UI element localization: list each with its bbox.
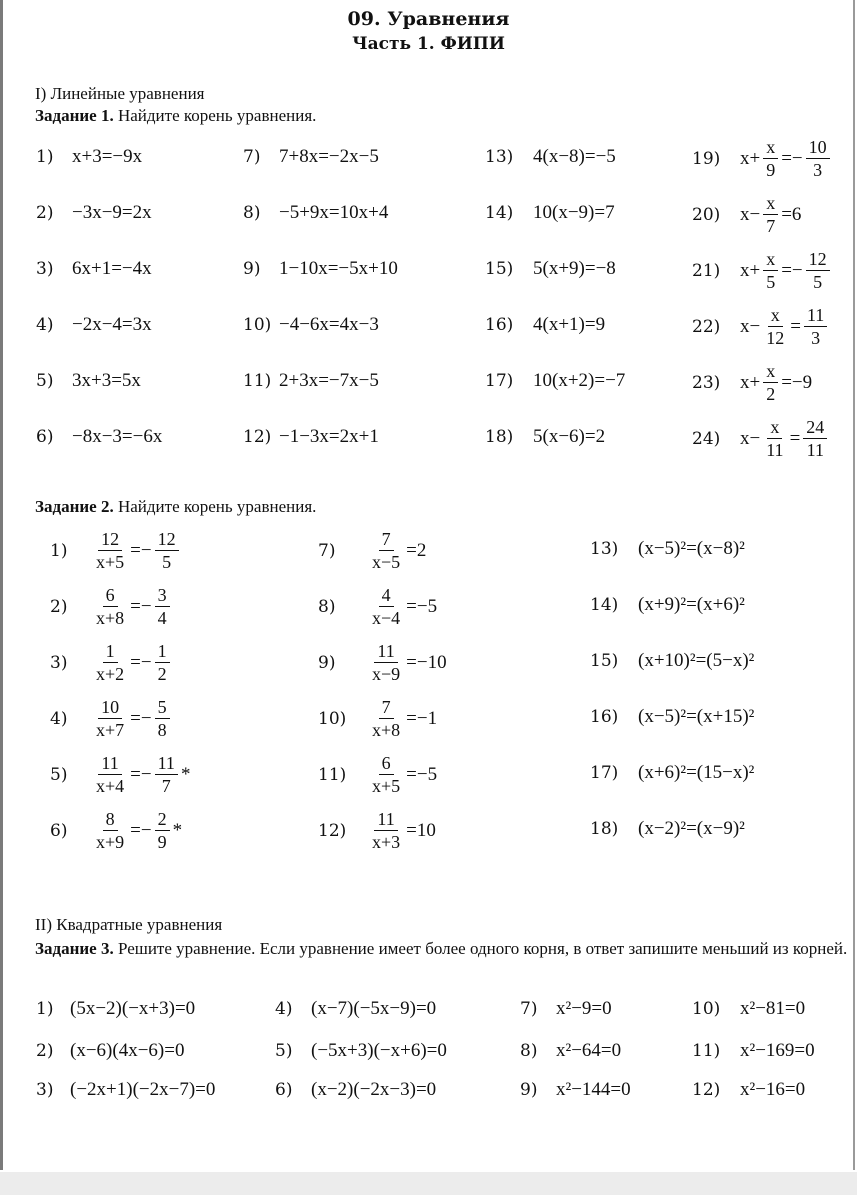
task3-equation: x²−9=0 (556, 998, 612, 1019)
task1-fraction-denominator: 2 (766, 384, 776, 404)
task1-equation-mid: =−9 (781, 371, 813, 393)
task3-item (520, 1040, 621, 1062)
task1-equation: 3x+3=5x (72, 370, 141, 391)
task2-equation-mid: =− (130, 763, 152, 785)
task1-item (485, 258, 616, 280)
task3-item-number: 4) (275, 999, 293, 1019)
task1-item-number: 4) (36, 315, 54, 335)
task2-equation: (x+6)²=(15−x)² (638, 762, 755, 783)
task2-note-mark: * (180, 763, 191, 785)
task1-item (36, 258, 152, 280)
task1-item (692, 306, 830, 347)
task1-item (485, 146, 616, 168)
task2-item (590, 594, 745, 616)
task2-item (50, 698, 173, 739)
task2-fraction (369, 810, 403, 851)
task2-item (318, 586, 437, 627)
task1-item-number: 22) (692, 316, 721, 337)
task1-equation: −1−3x=2x+1 (279, 426, 379, 447)
task3-item (36, 1079, 215, 1101)
task3-item-number: 5) (275, 1041, 293, 1061)
task1-item-number: 20) (692, 204, 721, 225)
task1-item (36, 146, 142, 168)
task1-equation: −8x−3=−6x (72, 426, 163, 447)
task2-item-number: 13) (590, 539, 619, 559)
task3-item (520, 998, 612, 1020)
task3-item (275, 1079, 436, 1101)
task3-equation: x²−64=0 (556, 1040, 622, 1061)
task1-item-number: 3) (36, 259, 54, 279)
task2-item-number: 11) (318, 764, 347, 785)
task2-equation-mid: =− (130, 595, 152, 617)
task1-item-number: 18) (485, 427, 514, 447)
task2-item-number: 18) (590, 819, 619, 839)
task2-item (50, 530, 182, 571)
task2-fraction-numerator: 8 (103, 810, 118, 831)
task2-fraction (93, 586, 127, 627)
task1-item (243, 146, 379, 168)
task2-fraction-right-denominator: 8 (157, 720, 167, 740)
task1-equation: x+3=−9x (72, 146, 143, 167)
task2-fraction-right (155, 698, 170, 739)
task3-item-number: 8) (520, 1041, 538, 1061)
task1-item (243, 370, 379, 392)
task1-fraction-right (803, 418, 827, 459)
task1-equation: −2x−4=3x (72, 314, 152, 335)
task3-label: Задание 3. (35, 939, 114, 958)
task1-fraction-right-numerator: 12 (806, 250, 830, 271)
task1-equation-mid: =− (781, 147, 803, 169)
task3-item (36, 1040, 184, 1062)
task3-equation: x²−16=0 (740, 1079, 806, 1100)
task1-fraction-denominator: 12 (766, 328, 785, 348)
task1-fraction-numerator: x (768, 306, 783, 327)
task2-fraction-numerator: 10 (98, 698, 122, 719)
task1-equation-mid: = (789, 427, 801, 449)
task1-equation-left: x− (740, 315, 761, 337)
task1-item-number: 12) (243, 427, 272, 447)
task2-label: Задание 2. (35, 497, 114, 516)
task2-item (590, 706, 754, 728)
task2-fraction-right-denominator: 4 (157, 608, 167, 628)
task3-item-number: 1) (36, 999, 54, 1019)
task1-item-number: 16) (485, 315, 514, 335)
task1-text: Найдите корень уравнения. (117, 106, 317, 125)
task1-fraction-right (806, 250, 830, 291)
task2-item-number: 15) (590, 651, 619, 671)
task2-item-number: 16) (590, 707, 619, 727)
task2-item (318, 642, 447, 683)
task2-fraction-denominator: x+3 (372, 832, 401, 852)
task1-equation-mid: = (790, 315, 801, 337)
task1-item (692, 418, 830, 459)
task1-equation-left: x− (740, 427, 761, 449)
task2-item (590, 538, 745, 560)
task2-heading (35, 497, 316, 517)
task1-item-number: 9) (243, 259, 261, 279)
task2-equation-mid: =−5 (406, 763, 438, 785)
task2-fraction-right-numerator: 1 (155, 642, 170, 663)
task1-item-number: 5) (36, 371, 54, 391)
page-right-edge (853, 0, 855, 1170)
task2-fraction-denominator: x+8 (96, 608, 125, 628)
task2-fraction-right-numerator: 5 (155, 698, 170, 719)
task2-fraction-denominator: x+2 (96, 664, 125, 684)
task2-item-number: 7) (318, 540, 336, 561)
task2-fraction-right-numerator: 3 (155, 586, 170, 607)
task1-item-number: 8) (243, 203, 261, 223)
task1-equation-mid: =− (781, 259, 803, 281)
task2-item (50, 642, 173, 683)
page-bottom-strip (0, 1172, 857, 1195)
task2-fraction (93, 698, 127, 739)
task2-item-number: 17) (590, 763, 619, 783)
task1-item-number: 17) (485, 371, 514, 391)
task1-item-number: 2) (36, 203, 54, 223)
task2-fraction-right-denominator: 7 (161, 776, 171, 796)
task2-item (318, 810, 436, 851)
task3-item (692, 998, 805, 1020)
task1-item-number: 13) (485, 147, 514, 167)
task1-item (243, 314, 379, 336)
task2-equation: (x−5)²=(x+15)² (638, 706, 755, 727)
task2-fraction (369, 530, 403, 571)
task2-item (50, 754, 190, 795)
task1-fraction-numerator: x (763, 362, 778, 383)
task3-item-number: 2) (36, 1041, 54, 1061)
task2-fraction (369, 586, 403, 627)
task1-item-number: 14) (485, 203, 514, 223)
task1-equation-left: x− (740, 203, 761, 225)
task2-fraction (369, 754, 403, 795)
task3-item-number: 9) (520, 1080, 538, 1100)
task1-equation: 1−10x=−5x+10 (279, 258, 398, 279)
task2-item-number: 9) (318, 652, 336, 673)
task2-item (318, 698, 437, 739)
task1-item (485, 202, 615, 224)
task1-equation: 6x+1=−4x (72, 258, 152, 279)
task2-fraction-right (155, 754, 178, 795)
task1-item (243, 202, 388, 224)
task3-heading (35, 937, 850, 961)
task2-equation-mid: =2 (406, 539, 427, 561)
task2-fraction-numerator: 6 (103, 586, 118, 607)
page-left-edge (0, 0, 3, 1170)
task3-item (36, 998, 195, 1020)
task2-fraction-numerator: 11 (374, 810, 397, 831)
section-quadratic-title: II) Квадратные уравнения (35, 915, 223, 934)
task2-equation-mid: =− (130, 819, 152, 841)
task2-equation: (x−5)²=(x−8)² (638, 538, 745, 559)
task2-item-number: 14) (590, 595, 619, 615)
task2-fraction-denominator: x−4 (372, 608, 401, 628)
task2-fraction-numerator: 11 (98, 754, 121, 775)
page-subtitle: Часть 1. ФИПИ (352, 34, 505, 54)
task1-item-number: 1) (36, 147, 54, 167)
section-linear-title: I) Линейные уравнения (35, 84, 205, 103)
task1-fraction-denominator: 5 (766, 272, 776, 292)
task2-item (50, 810, 182, 851)
task3-item-number: 6) (275, 1080, 293, 1100)
task1-heading (35, 106, 316, 126)
task2-fraction-right-numerator: 12 (155, 530, 179, 551)
task1-item (692, 362, 812, 403)
task2-fraction-numerator: 11 (374, 642, 397, 663)
task1-fraction (763, 194, 778, 235)
task2-equation: (x+9)²=(x+6)² (638, 594, 745, 615)
task3-item (275, 998, 436, 1020)
task1-item (485, 370, 625, 392)
task2-item (50, 586, 173, 627)
task1-fraction-right (806, 138, 830, 179)
task1-fraction (763, 418, 786, 459)
task1-fraction-numerator: x (763, 250, 778, 271)
task2-fraction-numerator: 7 (379, 530, 394, 551)
task2-fraction-denominator: x−5 (372, 552, 401, 572)
task1-item (485, 314, 605, 336)
task2-fraction-numerator: 1 (103, 642, 118, 663)
task2-fraction-numerator: 4 (379, 586, 394, 607)
task1-fraction-right-numerator: 11 (804, 306, 827, 327)
task2-fraction-denominator: x−9 (372, 664, 401, 684)
task1-item-number: 7) (243, 147, 261, 167)
task1-equation: 4(x+1)=9 (533, 314, 606, 335)
task1-item-number: 23) (692, 372, 721, 393)
task1-fraction (763, 138, 778, 179)
task2-fraction-right-denominator: 2 (157, 664, 167, 684)
task1-fraction-right-denominator: 3 (811, 328, 821, 348)
task2-item-number: 5) (50, 764, 68, 785)
task2-fraction-numerator: 7 (379, 698, 394, 719)
task1-item-number: 6) (36, 427, 54, 447)
task2-note-mark: * (172, 819, 183, 841)
task2-item-number: 6) (50, 820, 68, 841)
task1-equation: 7+8x=−2x−5 (279, 146, 379, 167)
task2-fraction-denominator: x+4 (96, 776, 125, 796)
task1-fraction-right-numerator: 24 (803, 418, 827, 439)
task1-equation-mid: =6 (781, 203, 802, 225)
task3-equation: x²−169=0 (740, 1040, 815, 1061)
task1-item-number: 11) (243, 371, 272, 391)
task1-fraction-right-numerator: 10 (806, 138, 830, 159)
task2-item-number: 1) (50, 540, 68, 561)
task1-fraction-numerator: x (763, 194, 778, 215)
task3-item-number: 12) (692, 1080, 721, 1100)
task2-equation: (x+10)²=(5−x)² (638, 650, 755, 671)
task1-equation: 2+3x=−7x−5 (279, 370, 379, 391)
task1-item-number: 19) (692, 148, 721, 169)
task1-equation: −5+9x=10x+4 (279, 202, 389, 223)
task3-item-number: 10) (692, 999, 721, 1019)
task2-fraction (93, 810, 127, 851)
task1-item-number: 15) (485, 259, 514, 279)
task3-equation: (x−7)(−5x−9)=0 (311, 998, 437, 1019)
task1-fraction-denominator: 7 (766, 216, 776, 236)
task1-equation: −3x−9=2x (72, 202, 152, 223)
task1-fraction-denominator: 9 (766, 160, 776, 180)
task2-fraction-numerator: 12 (98, 530, 122, 551)
task3-equation: (x−2)(−2x−3)=0 (311, 1079, 437, 1100)
task2-fraction-right (155, 810, 170, 851)
task2-equation-mid: =−5 (406, 595, 438, 617)
task1-item (243, 426, 379, 448)
task3-item-number: 3) (36, 1080, 54, 1100)
task2-item-number: 8) (318, 596, 336, 617)
task1-item (692, 138, 833, 179)
task1-fraction (763, 362, 778, 403)
task3-equation: (5x−2)(−x+3)=0 (70, 998, 196, 1019)
task2-equation-mid: =−10 (406, 651, 447, 673)
task2-fraction (93, 530, 127, 571)
task2-fraction (369, 698, 403, 739)
task2-equation-mid: =10 (406, 819, 436, 841)
page-title: 09. Уравнения (347, 8, 510, 30)
task1-equation: −4−6x=4x−3 (279, 314, 379, 335)
task3-item-number: 7) (520, 999, 538, 1019)
task2-fraction-right (155, 642, 170, 683)
task3-equation: x²−81=0 (740, 998, 806, 1019)
task2-fraction (369, 642, 403, 683)
task2-fraction-denominator: x+5 (96, 552, 125, 572)
task3-item (692, 1040, 815, 1062)
task1-fraction-right-denominator: 5 (813, 272, 823, 292)
task2-equation-mid: =− (130, 539, 152, 561)
task2-equation-mid: =− (130, 707, 152, 729)
task2-equation-mid: =− (130, 651, 152, 673)
task1-item-number: 21) (692, 260, 721, 281)
task2-item-number: 4) (50, 708, 68, 729)
task1-fraction-denominator: 11 (766, 440, 784, 460)
task2-equation-mid: =−1 (406, 707, 438, 729)
task1-item-number: 10) (243, 315, 272, 335)
task1-fraction (763, 306, 787, 347)
task2-equation: (x−2)²=(x−9)² (638, 818, 745, 839)
task2-fraction-right-denominator: 9 (157, 832, 167, 852)
task2-fraction (93, 642, 127, 683)
task1-equation: 5(x+9)=−8 (533, 258, 616, 279)
task1-fraction-right-denominator: 11 (806, 440, 824, 460)
task2-fraction-right-denominator: 5 (162, 552, 172, 572)
task1-fraction-right-denominator: 3 (813, 160, 823, 180)
task2-fraction-right-numerator: 11 (155, 754, 178, 775)
task2-fraction-denominator: x+9 (96, 832, 125, 852)
task1-item (485, 426, 605, 448)
task1-item (36, 426, 162, 448)
task2-item (318, 754, 437, 795)
task1-equation-left: x+ (740, 259, 761, 281)
task3-item (692, 1079, 805, 1101)
task1-item (243, 258, 398, 280)
task1-fraction-numerator: x (767, 418, 782, 439)
task2-fraction-right (155, 586, 170, 627)
task3-equation: (−2x+1)(−2x−7)=0 (70, 1079, 216, 1100)
task2-fraction-denominator: x+5 (372, 776, 401, 796)
task1-equation-left: x+ (740, 147, 761, 169)
task2-fraction-right (155, 530, 179, 571)
task3-equation: (x−6)(4x−6)=0 (70, 1040, 185, 1061)
task2-item-number: 10) (318, 708, 347, 729)
task1-item-number: 24) (692, 428, 721, 449)
task2-item-number: 3) (50, 652, 68, 673)
task2-item-number: 2) (50, 596, 68, 617)
task1-item (692, 250, 833, 291)
task2-item (590, 818, 745, 840)
task1-equation: 5(x−6)=2 (533, 426, 606, 447)
task3-text: Решите уравнение. Если уравнение имеет более одного корня, в ответ запишите меньший из корней. (117, 939, 848, 958)
task2-fraction-right-numerator: 2 (155, 810, 170, 831)
task1-item (36, 370, 141, 392)
task1-equation: 10(x−9)=7 (533, 202, 615, 223)
task3-equation: x²−144=0 (556, 1079, 631, 1100)
task2-item (590, 650, 754, 672)
task1-label: Задание 1. (35, 106, 114, 125)
task1-equation: 10(x+2)=−7 (533, 370, 626, 391)
task1-item (36, 314, 152, 336)
task2-text: Найдите корень уравнения. (117, 497, 317, 516)
task1-fraction-right (804, 306, 827, 347)
task1-item (36, 202, 152, 224)
task1-equation: 4(x−8)=−5 (533, 146, 616, 167)
task2-fraction (93, 754, 127, 795)
task1-item (692, 194, 801, 235)
task2-item (318, 530, 426, 571)
task2-fraction-denominator: x+7 (96, 720, 125, 740)
task2-fraction-numerator: 6 (379, 754, 394, 775)
task3-item (275, 1040, 447, 1062)
task1-equation-left: x+ (740, 371, 761, 393)
task1-fraction-numerator: x (763, 138, 778, 159)
task3-item-number: 11) (692, 1041, 721, 1061)
task3-item (520, 1079, 631, 1101)
task2-item (590, 762, 754, 784)
task2-fraction-denominator: x+8 (372, 720, 401, 740)
task2-item-number: 12) (318, 820, 347, 841)
task1-fraction (763, 250, 778, 291)
task3-equation: (−5x+3)(−x+6)=0 (311, 1040, 447, 1061)
